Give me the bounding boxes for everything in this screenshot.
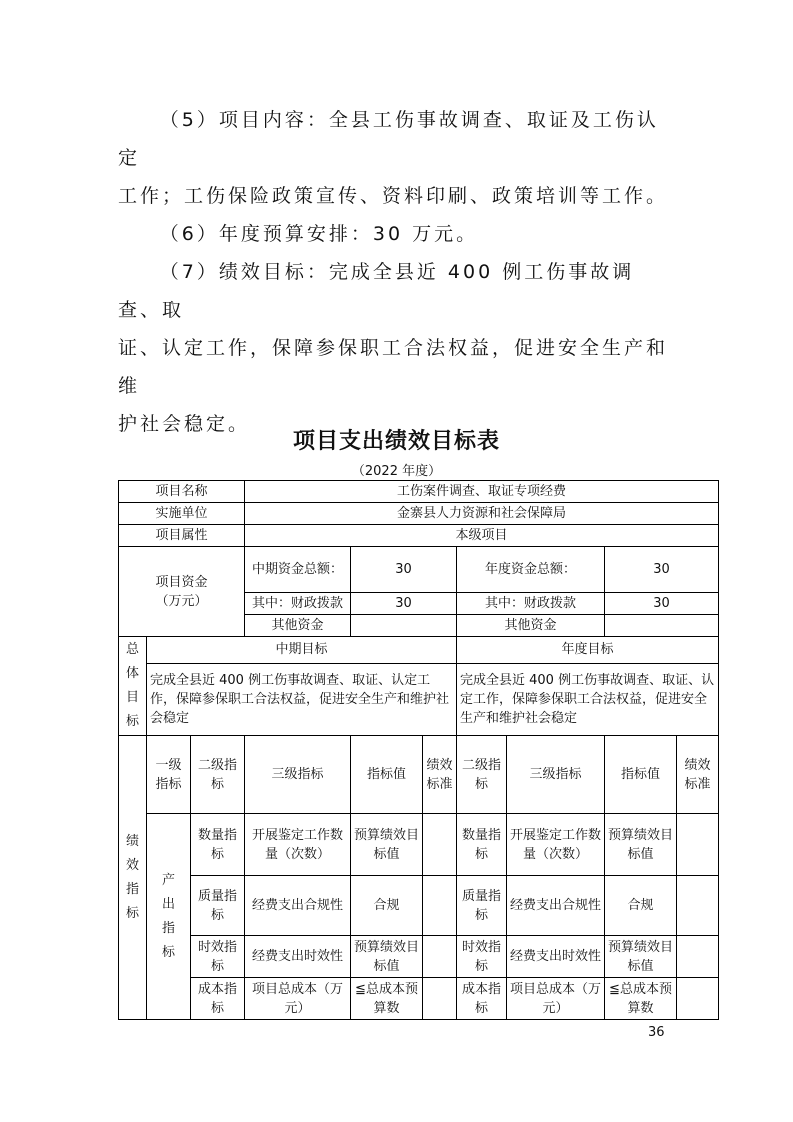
row-level3-annual: 经费支出合规性	[507, 876, 605, 936]
project-name-value: 工伤案件调查、取证专项经费	[245, 481, 719, 503]
row-standard-annual	[677, 936, 719, 978]
paragraph-7-line-2: 证、认定工作，保障参保职工合法权益，促进安全生产和维	[118, 337, 669, 397]
body-paragraphs	[118, 101, 678, 443]
mid-goal-text: 完成全县近 400 例工伤事故调查、取证、认定工作，保障参保职工合法权益，促进安全生产和维护社会稳定	[147, 663, 457, 735]
row-level2-annual: 时效指标	[457, 936, 507, 978]
row-funds-total	[119, 547, 719, 593]
annual-finance-value: 30	[605, 593, 719, 615]
annual-total-value: 30	[605, 547, 719, 593]
header-level1: 一级指标	[147, 736, 191, 814]
paragraph-7-line-1: （7）绩效目标：完成全县近 400 例工伤事故调查、取	[118, 261, 635, 321]
page-number: 36	[648, 1025, 665, 1040]
row-level2-annual: 质量指标	[457, 876, 507, 936]
row-attribute	[119, 525, 719, 547]
header-standard-annual: 绩效标准	[677, 736, 719, 814]
row-goal-headers	[119, 637, 719, 664]
row-goal-text	[119, 663, 719, 735]
output-indicators-label: 产出指标	[147, 814, 191, 1020]
row-standard-annual	[677, 876, 719, 936]
row-unit	[119, 503, 719, 525]
row-level2-annual: 成本指标	[457, 978, 507, 1020]
row-standard	[423, 876, 457, 936]
row-value-annual: 合规	[605, 876, 677, 936]
annual-other-value	[605, 615, 719, 637]
paragraph-6: （6）年度预算安排：30 万元。	[159, 223, 479, 245]
header-standard-mid: 绩效标准	[423, 736, 457, 814]
paragraph-5-line-1: （5）项目内容：全县工伤事故调查、取证及工伤认定	[118, 109, 659, 169]
performance-indicators-label: 绩效指标	[119, 736, 147, 1020]
table-year: （2022 年度）	[351, 464, 442, 479]
row-value-annual: 预算绩效目标值	[605, 814, 677, 876]
table-row	[119, 876, 719, 936]
row-level2: 时效指标	[191, 936, 245, 978]
unit-label: 实施单位	[119, 503, 245, 525]
mid-total-label: 中期资金总额：	[245, 547, 351, 593]
row-project-name	[119, 481, 719, 503]
table-row	[119, 936, 719, 978]
row-level3-annual: 项目总成本（万元）	[507, 978, 605, 1020]
paragraph-5-line-2: 工作；工伤保险政策宣传、资料印刷、政策培训等工作。	[118, 185, 669, 207]
row-value-annual: 预算绩效目标值	[605, 936, 677, 978]
header-value-annual: 指标值	[605, 736, 677, 814]
mid-other-value	[351, 615, 457, 637]
annual-goal-text: 完成全县近 400 例工伤事故调查、取证、认定工作，保障参保职工合法权益，促进安全生产和维护社会稳定	[457, 663, 719, 735]
row-level3: 经费支出时效性	[245, 936, 351, 978]
mid-finance-label: 其中：财政拨款	[245, 593, 351, 615]
row-standard	[423, 814, 457, 876]
performance-table	[118, 480, 719, 1020]
project-name-label: 项目名称	[119, 481, 245, 503]
row-level3-annual: 开展鉴定工作数量（次数）	[507, 814, 605, 876]
annual-goal-header: 年度目标	[457, 637, 719, 664]
row-level3-annual: 经费支出时效性	[507, 936, 605, 978]
row-level3: 经费支出合规性	[245, 876, 351, 936]
mid-total-value: 30	[351, 547, 457, 593]
overall-goal-label: 总体目标	[119, 637, 147, 736]
funds-label: 项目资金 （万元）	[119, 547, 245, 637]
attribute-label: 项目属性	[119, 525, 245, 547]
row-value: 预算绩效目标值	[351, 814, 423, 876]
row-level2: 数量指标	[191, 814, 245, 876]
row-level3: 开展鉴定工作数量（次数）	[245, 814, 351, 876]
row-value-annual: ≦总成本预算数	[605, 978, 677, 1020]
mid-finance-value: 30	[351, 593, 457, 615]
annual-other-label: 其他资金	[457, 615, 605, 637]
row-value: ≦总成本预算数	[351, 978, 423, 1020]
row-level2-annual: 数量指标	[457, 814, 507, 876]
row-level2: 质量指标	[191, 876, 245, 936]
row-standard	[423, 936, 457, 978]
table-row	[119, 814, 719, 876]
row-standard	[423, 978, 457, 1020]
header-level3-annual: 三级指标	[507, 736, 605, 814]
unit-value: 金寨县人力资源和社会保障局	[245, 503, 719, 525]
mid-goal-header: 中期目标	[147, 637, 457, 664]
paragraph-7-line-3: 护社会稳定。	[118, 413, 251, 435]
row-standard-annual	[677, 814, 719, 876]
header-level2-annual: 二级指标	[457, 736, 507, 814]
mid-other-label: 其他资金	[245, 615, 351, 637]
annual-total-label: 年度资金总额：	[457, 547, 605, 593]
header-value: 指标值	[351, 736, 423, 814]
annual-finance-label: 其中：财政拨款	[457, 593, 605, 615]
row-level2: 成本指标	[191, 978, 245, 1020]
row-value: 预算绩效目标值	[351, 936, 423, 978]
table-title: 项目支出绩效目标表	[292, 429, 500, 454]
header-level2: 二级指标	[191, 736, 245, 814]
row-indicator-headers	[119, 736, 719, 814]
row-level3: 项目总成本（万元）	[245, 978, 351, 1020]
row-standard-annual	[677, 978, 719, 1020]
row-value: 合规	[351, 876, 423, 936]
header-level3: 三级指标	[245, 736, 351, 814]
attribute-value: 本级项目	[245, 525, 719, 547]
table-row	[119, 978, 719, 1020]
